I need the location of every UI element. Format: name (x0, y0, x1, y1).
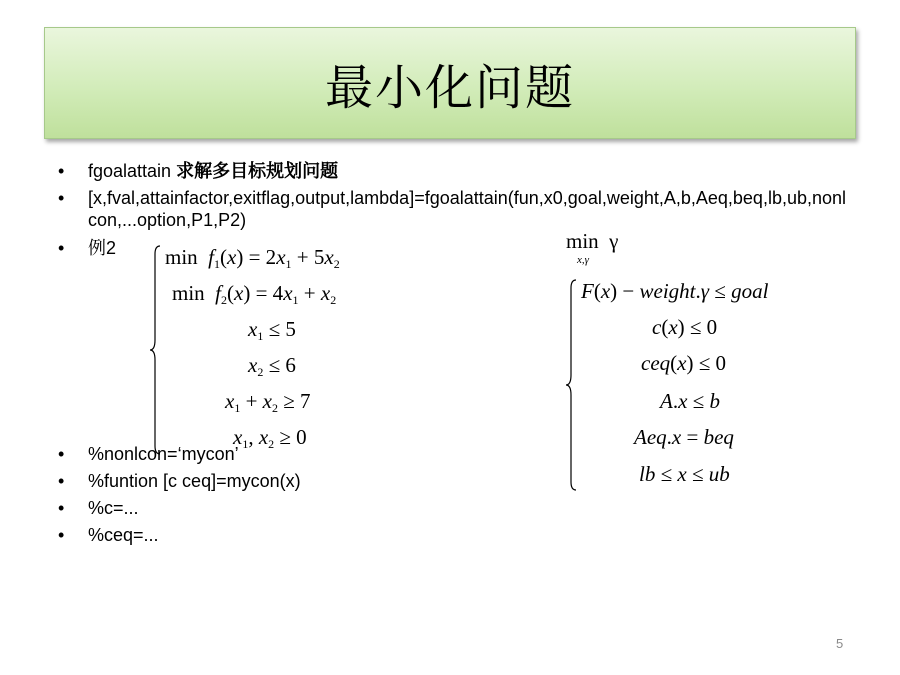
bullet-list (58, 160, 858, 551)
bullet-5-text: %funtion [c ceq]=mycon(x) (88, 471, 301, 491)
example-line-1: $\min f_1(x) = 2x_1 + 5x_2$ (165, 245, 340, 271)
bullet-7-text: %ceq=... (88, 525, 159, 545)
bullet-4-text: %nonlcon=‘mycon’ (88, 444, 239, 464)
general-line-2: c(x) ≤ 0 (652, 315, 718, 339)
bullet-funtion (58, 470, 858, 497)
bullet-6-text: %c=... (88, 498, 139, 518)
title-box (44, 27, 856, 139)
bullet-1-prefix: fgoalattain (88, 161, 177, 181)
general-line-1: F(x) − weight.γ ≤ goal (581, 279, 769, 303)
bullet-syntax (58, 187, 858, 237)
bullet-2-text: [x,fval,attainfactor,exitflag,output,lambda]=fgoalattain(fun,x0,goal,weight,A,b,Aeq,beq,lb,ub,nonlcon,...option,P1,P2) (88, 188, 847, 230)
example-left-brace (148, 244, 162, 456)
example-line-6: $x_1$, $x_2 \ge 0$ (233, 425, 307, 451)
bullet-nonlcon (58, 443, 858, 470)
general-line-6: lb ≤ x ≤ ub (639, 462, 730, 486)
general-left-brace (564, 278, 578, 492)
slide-title: 最小化问题 (324, 59, 575, 116)
general-objective-sub: x,γ (577, 254, 589, 266)
bullet-1-bold: 求解多目标规划问题 (176, 161, 339, 181)
page-number: 5 (836, 636, 844, 651)
general-objective: min γ (566, 229, 619, 253)
bullet-c (58, 497, 858, 524)
example-line-5: $x_1 + x_2 \ge 7$ (225, 389, 311, 415)
general-line-3: ceq(x) ≤ 0 (641, 351, 727, 375)
example-line-3: $x_1 \le 5$ (248, 317, 296, 343)
bullet-fgoalattain (58, 160, 858, 187)
example-line-2: $\min f_2(x) = 4x_1 + x_2$ (172, 281, 337, 307)
example-line-4: $x_2 \le 6$ (248, 353, 296, 379)
general-line-4: A.x ≤ b (660, 389, 720, 413)
bullet-ceq (58, 524, 858, 551)
general-line-5: Aeq.x = beq (634, 425, 734, 449)
bullet-3-text: 例2 (88, 238, 117, 258)
